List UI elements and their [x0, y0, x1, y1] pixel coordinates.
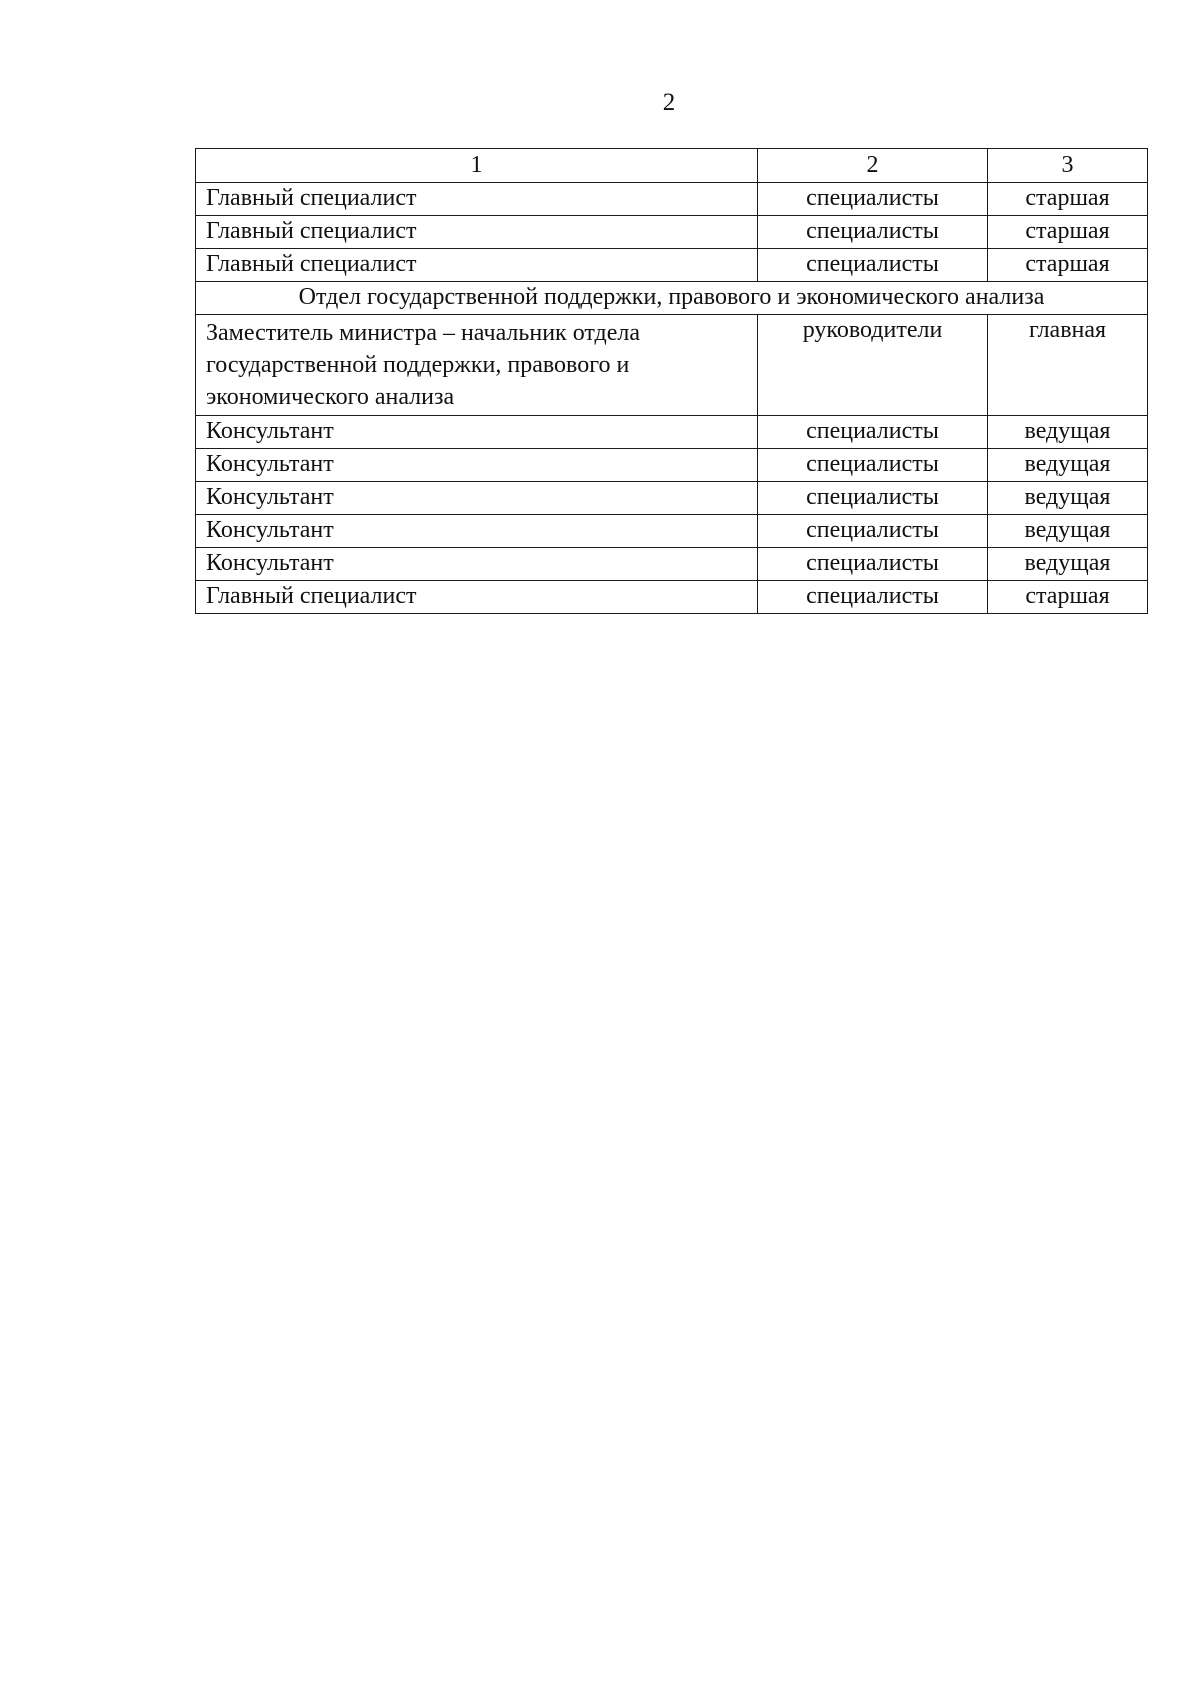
group-cell: специалисты [758, 581, 988, 614]
group-cell: специалисты [758, 548, 988, 581]
table-row [196, 449, 1148, 482]
category-cell: старшая [988, 183, 1148, 216]
group-cell: специалисты [758, 216, 988, 249]
category-cell: ведущая [988, 548, 1148, 581]
position-cell: Консультант [196, 548, 758, 581]
position-cell: Консультант [196, 449, 758, 482]
position-cell: Заместитель министра – начальник отдела государственной поддержки, правового и экономического анализа [196, 315, 758, 416]
table-row [196, 315, 1148, 416]
position-cell: Главный специалист [196, 216, 758, 249]
table-row [196, 183, 1148, 216]
position-cell: Консультант [196, 515, 758, 548]
position-cell: Главный специалист [196, 581, 758, 614]
position-cell: Консультант [196, 416, 758, 449]
category-cell: ведущая [988, 482, 1148, 515]
group-cell: специалисты [758, 449, 988, 482]
position-cell: Главный специалист [196, 183, 758, 216]
staff-table [195, 148, 1148, 614]
position-cell: Главный специалист [196, 249, 758, 282]
category-cell: старшая [988, 581, 1148, 614]
table-row [196, 515, 1148, 548]
group-cell: специалисты [758, 515, 988, 548]
table-row [196, 216, 1148, 249]
category-cell: ведущая [988, 515, 1148, 548]
table-row [196, 548, 1148, 581]
group-cell: специалисты [758, 249, 988, 282]
group-cell: руководители [758, 315, 988, 416]
group-cell: специалисты [758, 183, 988, 216]
table-row [196, 249, 1148, 282]
group-cell: специалисты [758, 416, 988, 449]
department-row [196, 282, 1148, 315]
table-row [196, 482, 1148, 515]
group-cell: специалисты [758, 482, 988, 515]
category-cell: старшая [988, 216, 1148, 249]
column-number-3: 3 [988, 149, 1148, 183]
category-cell: старшая [988, 249, 1148, 282]
page-number: 2 [662, 89, 676, 116]
table-header-row [196, 149, 1148, 183]
position-cell: Консультант [196, 482, 758, 515]
department-heading: Отдел государственной поддержки, правового и экономического анализа [196, 282, 1148, 315]
column-number-2: 2 [758, 149, 988, 183]
category-cell: главная [988, 315, 1148, 416]
column-number-1: 1 [196, 149, 758, 183]
category-cell: ведущая [988, 416, 1148, 449]
table-row [196, 581, 1148, 614]
category-cell: ведущая [988, 449, 1148, 482]
table-row [196, 416, 1148, 449]
